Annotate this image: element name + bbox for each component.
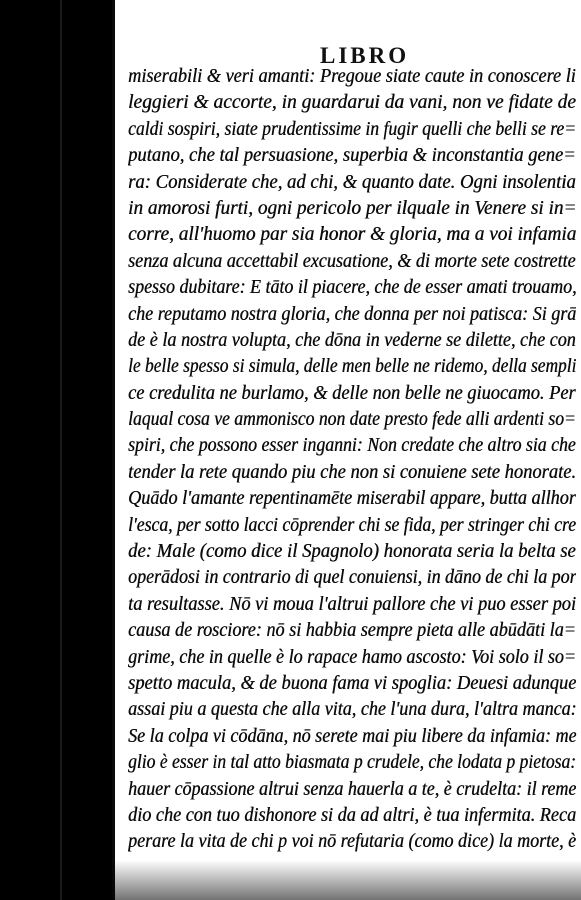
- text-line: Se la colpa vi cōdāna, nō serete mai piu libere da infamia: me: [128, 725, 577, 747]
- running-header: LIBRO: [320, 43, 410, 68]
- text-line: causa de rosciore: nō si habbia sempre pieta alle abūdāti la=: [128, 620, 576, 642]
- text-line: le belle spesso si simula, delle men belle ne ridemo, della sempli: [128, 356, 577, 378]
- text-line: tender la rete quando piu che non si conuiene sete honorate.: [128, 461, 576, 483]
- text-line: spiri, che possono esser inganni: Non credate che altro sia che: [128, 435, 576, 457]
- text-line: che reputamo nostra gloria, che donna per noi patisca: Si grā: [128, 303, 577, 325]
- text-line: miserabili & veri amanti: Pregoue siate caute in conoscere li: [128, 66, 576, 87]
- margin-streak: [60, 0, 62, 900]
- body-text: [128, 64, 578, 856]
- text-line: laqual cosa ve ammonisco non date presto fede alli ardenti so=: [128, 409, 576, 431]
- text-line: ra: Considerate che, ad chi, & quanto date. Ogni insolentia: [128, 171, 576, 193]
- text-line: perare la vita de chi p voi nō refutaria (como dice) la morte, è: [128, 831, 577, 853]
- page-bottom-shadow: [112, 860, 581, 900]
- text-line: grime, che in quelle è lo rapace hamo ascosto: Voi solo il so=: [128, 646, 576, 668]
- text-line: leggieri & accorte, in guardarui da vani, non ve fidate de: [128, 92, 576, 114]
- text-line: assai piu a questa che alla vita, che l'una dura, l'altra manca:: [128, 699, 577, 721]
- text-line: Quādo l'amante repentinamēte miserabil appare, butta allhor: [128, 488, 576, 510]
- text-line: corre, all'huomo par sia honor & gloria, ma a voi infamia: [128, 224, 577, 246]
- text-line: dio che con tuo dishonore si da ad altri, è tua infermita. Reca: [128, 804, 576, 826]
- text-line: spesso dubitare: E tāto il piacere, che de esser amati trouamo,: [128, 277, 577, 299]
- text-line: de: Male (como dice il Spagnolo) honorata seria la belta se: [128, 541, 576, 563]
- text-line: hauer cōpassione altrui senza hauerla a te, è crudelta: il reme: [128, 778, 577, 800]
- text-line: ta resultasse. Nō vi moua l'altrui pallore che vi puo esser poi: [128, 593, 576, 615]
- text-line: de è la nostra volupta, che dōna in vederne se dilette, che con: [128, 329, 576, 351]
- text-line: operādosi in contrario di quel conuiensi, in dāno de chi la por: [128, 567, 577, 589]
- text-line: senza alcuna accettabil excusatione, & di morte sete costrette: [128, 250, 576, 272]
- text-line: glio è esser in tal atto biasmata p crudele, che lodata p pietosa:: [128, 752, 576, 774]
- text-line: in amorosi furti, ogni pericolo per ilquale in Venere si in=: [128, 197, 577, 219]
- text-line: caldi sospiri, siate prudentissime in fugir quelli che belli se re=: [128, 118, 576, 140]
- text-line: ce credulita ne burlamo, & delle non belle ne giuocamo. Per: [128, 382, 576, 404]
- text-line: spetto macula, & de buona fama vi spoglia: Deuesi adunque: [128, 672, 576, 694]
- text-line: putano, che tal persuasione, superbia & inconstantia gene=: [128, 145, 576, 167]
- text-line: l'esca, per sotto lacci cōprender chi se fida, per stringer chi cre: [128, 514, 576, 536]
